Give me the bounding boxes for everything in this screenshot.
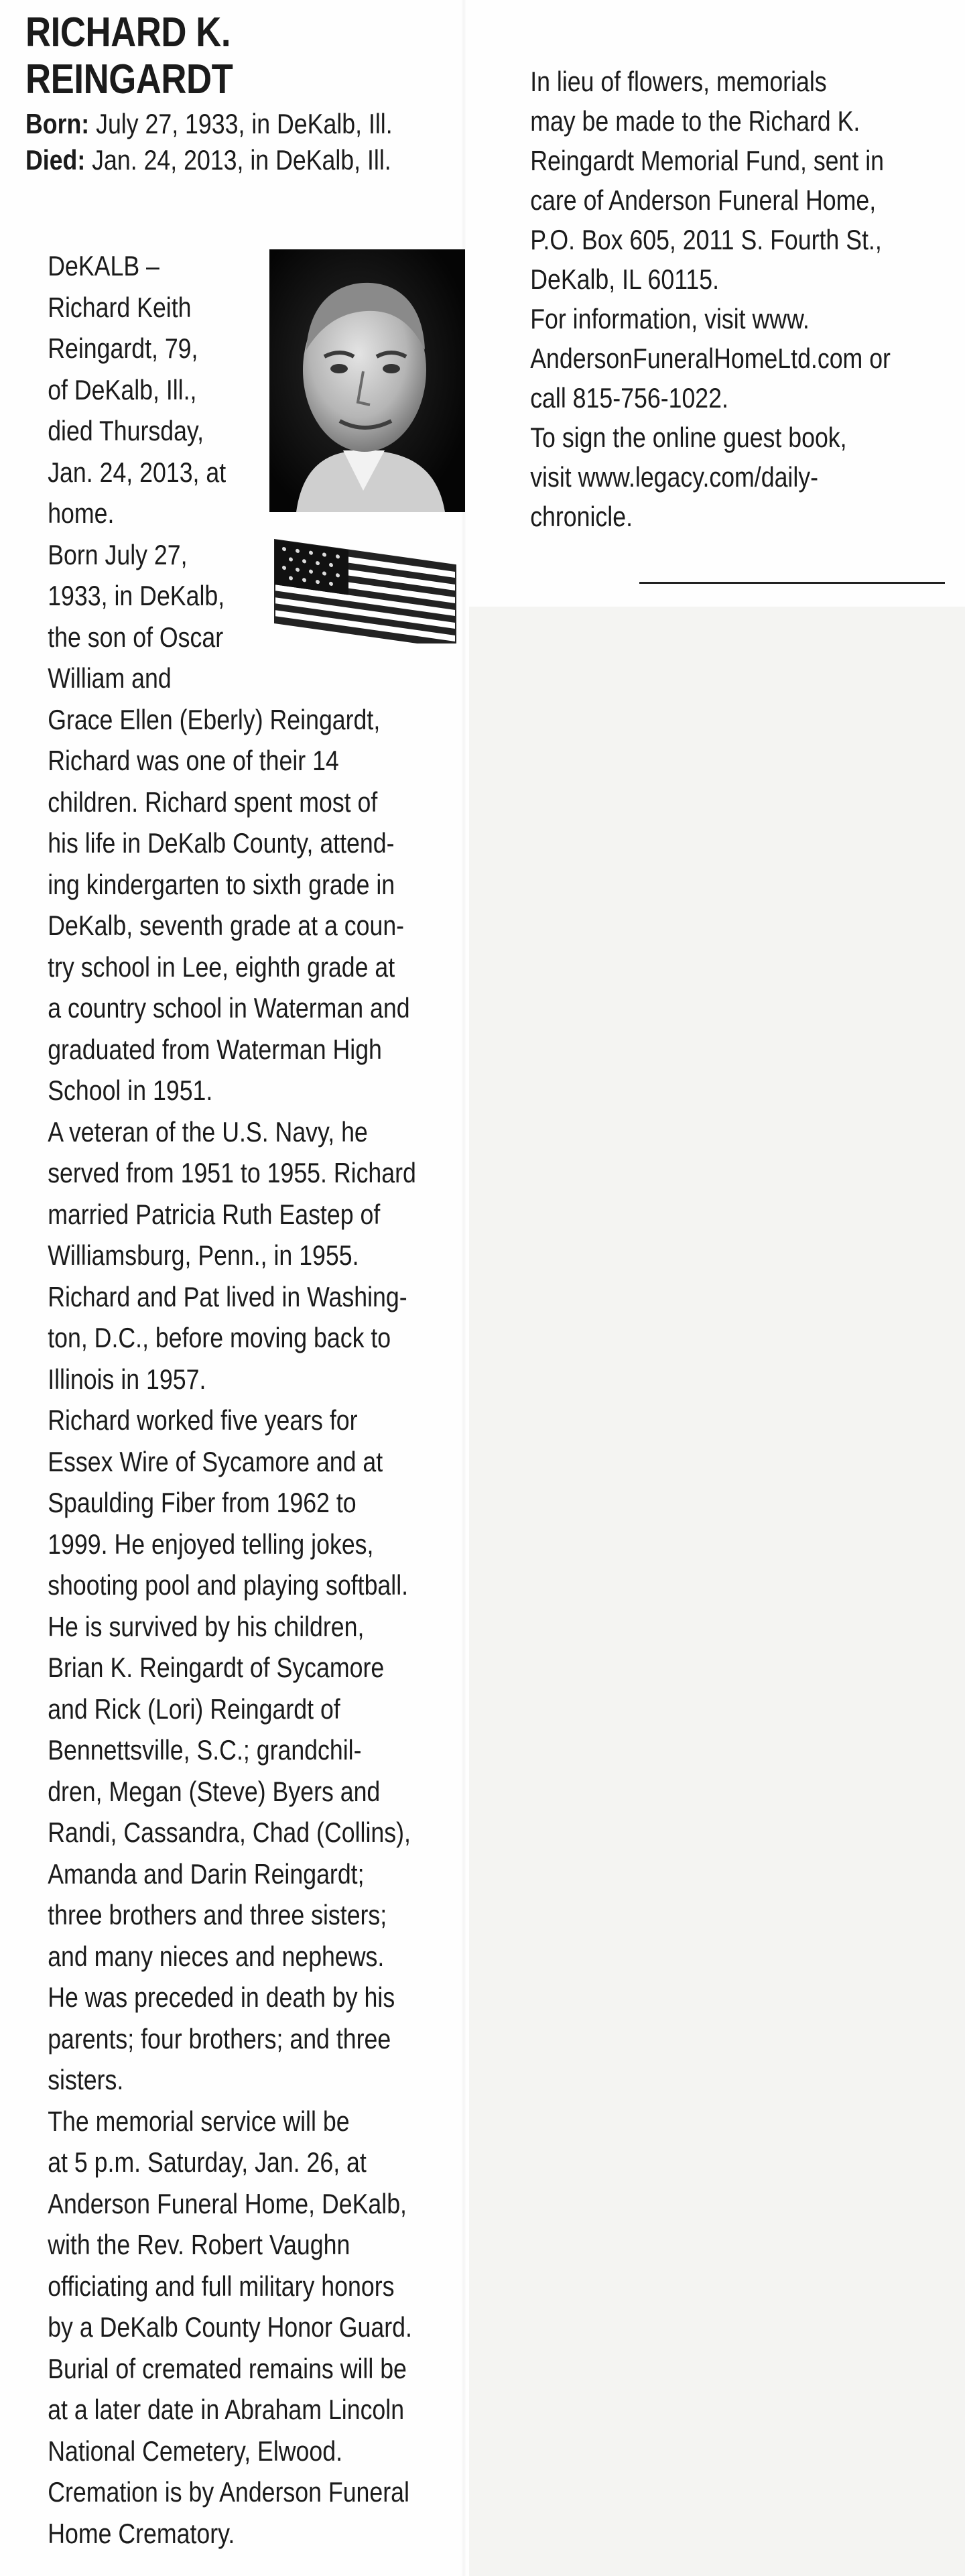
text-line: Richard Keith	[48, 291, 192, 323]
text-line: Richard and Pat lived in Washing-	[48, 1280, 407, 1312]
text-line: parents; four brothers; and three	[48, 2022, 391, 2054]
text-line: care of Anderson Funeral Home,	[530, 184, 877, 216]
text-line: The memorial service will be	[48, 2105, 350, 2137]
vital-dates	[25, 106, 436, 178]
obituary-paragraph	[29, 1977, 464, 2101]
text-line: For information, visit www.	[530, 303, 810, 334]
obituary-paragraph	[29, 1111, 464, 1400]
text-line: Amanda and Darin Reingardt;	[48, 1857, 365, 1890]
text-line: may be made to the Richard K.	[530, 105, 860, 137]
text-line: of DeKalb, Ill.,	[48, 373, 197, 406]
portrait-photo	[269, 249, 465, 512]
text-line: School in 1951.	[48, 1075, 213, 1106]
text-line: Bennettsville, S.C.; grandchil-	[48, 1734, 362, 1766]
text-line: Essex Wire of Sycamore and at	[48, 1445, 383, 1477]
obituary-paragraph	[512, 299, 956, 418]
obituary-paragraph	[512, 418, 956, 536]
obituary-paragraph	[29, 1400, 464, 1606]
text-line: the son of Oscar	[48, 621, 224, 653]
text-line: P.O. Box 605, 2011 S. Fourth St.,	[530, 224, 882, 255]
headline-line: REINGARDT	[25, 56, 233, 103]
text-line: Randi, Cassandra, Chad (Collins),	[48, 1817, 411, 1848]
text-line: and Rick (Lori) Reingardt of	[48, 1693, 340, 1725]
text-line: Born July 27,	[48, 538, 188, 570]
obituary-body-right	[512, 62, 956, 536]
text-line: William and	[48, 662, 172, 694]
text-line: DeKALB –	[48, 250, 159, 282]
text-line: children. Richard spent most of	[48, 786, 378, 818]
text-line: dren, Megan (Steve) Byers and	[48, 1775, 381, 1807]
text-line: officiating and full military honors	[48, 2270, 395, 2302]
text-line: a country school in Waterman and	[48, 992, 410, 1024]
text-line: sisters.	[48, 2064, 124, 2095]
text-line: home.	[48, 497, 115, 529]
text-line: Jan. 24, 2013, at	[48, 456, 227, 488]
text-line: AndersonFuneralHomeLtd.com or	[530, 343, 891, 374]
text-line: his life in DeKalb County, attend-	[48, 827, 395, 859]
text-line: DeKalb, seventh grade at a coun-	[48, 910, 405, 941]
obituary-headline	[25, 9, 396, 103]
text-line: Cremation is by Anderson Funeral	[48, 2476, 409, 2508]
text-line: DeKalb, IL 60115.	[530, 263, 720, 295]
text-line: Reingardt Memorial Fund, sent in	[530, 145, 885, 176]
text-line: Brian K. Reingardt of Sycamore	[48, 1652, 385, 1683]
text-line: Burial of cremated remains will be	[48, 2352, 407, 2384]
obituary-paragraph	[29, 2101, 464, 2555]
died-value: Jan. 24, 2013, in DeKalb, Ill.	[92, 144, 391, 176]
text-line: visit www.legacy.com/daily-	[530, 461, 819, 493]
born-label: Born:	[25, 108, 90, 139]
text-line: Anderson Funeral Home, DeKalb,	[48, 2187, 407, 2219]
end-rule	[639, 582, 945, 584]
text-line: Home Crematory.	[48, 2517, 235, 2549]
blank-paper-area	[469, 607, 965, 2576]
text-line: shooting pool and playing softball.	[48, 1569, 409, 1601]
american-flag-icon	[269, 536, 462, 643]
text-line: In lieu of flowers, memorials	[530, 66, 827, 97]
text-line: three brothers and three sisters;	[48, 1899, 387, 1930]
text-line: 1999. He enjoyed telling jokes,	[48, 1528, 374, 1560]
text-line: with the Rev. Robert Vaughn	[48, 2229, 350, 2260]
text-line: and many nieces and nephews.	[48, 1940, 385, 1972]
text-line: ton, D.C., before moving back to	[48, 1322, 391, 1353]
text-line: He is survived by his children,	[48, 1610, 365, 1642]
text-line: 1933, in DeKalb,	[48, 580, 225, 611]
text-line: A veteran of the U.S. Navy, he	[48, 1115, 368, 1148]
text-line: married Patricia Ruth Eastep of	[48, 1198, 381, 1230]
born-value: July 27, 1933, in DeKalb, Ill.	[96, 108, 393, 139]
text-line: by a DeKalb County Honor Guard.	[48, 2311, 412, 2343]
text-line: To sign the online guest book,	[530, 422, 847, 453]
text-line: Reingardt, 79,	[48, 332, 198, 364]
obituary-paragraph	[29, 1606, 464, 1977]
text-line: chronicle.	[530, 501, 633, 532]
died-label: Died:	[25, 144, 86, 176]
text-line: graduated from Waterman High	[48, 1033, 382, 1065]
text-line: call 815-756-1022.	[530, 382, 728, 414]
born-line	[25, 106, 436, 142]
text-line: at 5 p.m. Saturday, Jan. 26, at	[48, 2146, 367, 2178]
text-line: ing kindergarten to sixth grade in	[48, 868, 395, 900]
text-line: try school in Lee, eighth grade at	[48, 950, 395, 983]
text-line: Illinois in 1957.	[48, 1363, 206, 1395]
text-line: Richard was one of their 14	[48, 745, 339, 776]
text-line: Grace Ellen (Eberly) Reingardt,	[48, 703, 381, 735]
text-line: Richard worked five years for	[48, 1404, 358, 1436]
text-line: died Thursday,	[48, 415, 204, 446]
text-line: He was preceded in death by his	[48, 1981, 395, 2013]
text-line: National Cemetery, Elwood.	[48, 2435, 343, 2467]
headline-line: RICHARD K.	[25, 9, 231, 56]
text-line: served from 1951 to 1955. Richard	[48, 1157, 416, 1188]
text-line: at a later date in Abraham Lincoln	[48, 2394, 405, 2425]
text-line: Williamsburg, Penn., in 1955.	[48, 1239, 359, 1271]
obituary-paragraph	[512, 62, 956, 299]
died-line	[25, 142, 436, 178]
text-line: Spaulding Fiber from 1962 to	[48, 1487, 357, 1518]
